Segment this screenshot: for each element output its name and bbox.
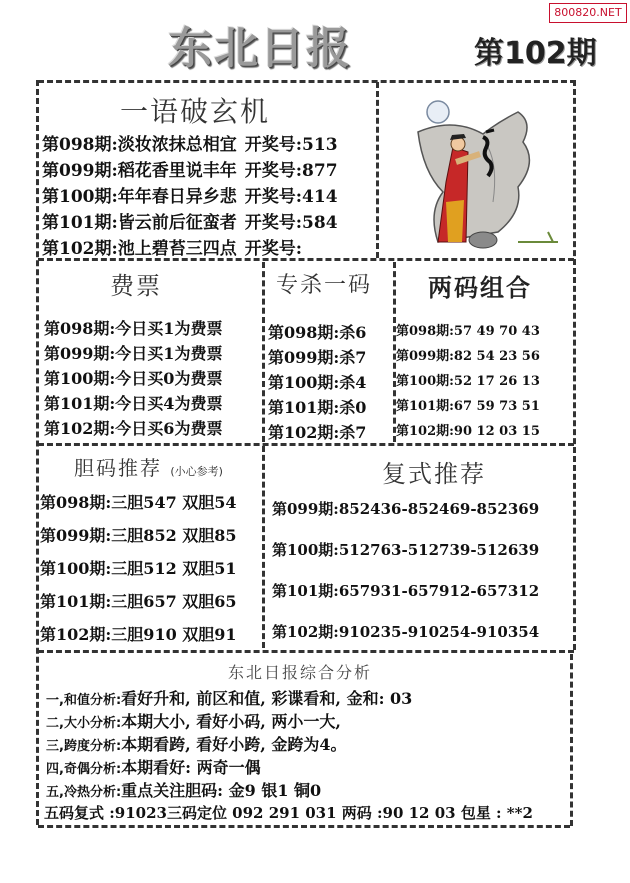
- scholar-illustration: [398, 92, 568, 252]
- liangma-title: 两码组合: [428, 274, 532, 302]
- riddle-kj-label: 开奖号:: [244, 135, 303, 155]
- riddle-period: 第098期:: [42, 135, 118, 155]
- feipiao-title: 费票: [110, 272, 162, 300]
- riddle-verse: 皆云前后征蛮者: [117, 213, 237, 233]
- analysis-row: [46, 755, 261, 778]
- riddle-kj-value: 584: [302, 213, 338, 233]
- liangma-row: 第102期:90 12 03 15: [396, 424, 540, 439]
- fushi-row: 第101期:657931-657912-657312: [272, 582, 540, 600]
- liangma-row: 第100期:52 17 26 13: [396, 374, 540, 389]
- fushi-row: 第102期:910235-910254-910354: [272, 623, 540, 641]
- fushi-title: 复式推荐: [382, 460, 486, 488]
- danma-row: 第099期:三胆852 双胆85: [40, 526, 237, 545]
- riddle-kj-value: 877: [302, 161, 338, 181]
- riddle-kj-value: 414: [302, 187, 338, 207]
- riddle-verse: 淡妆浓抹总相宜: [117, 135, 237, 155]
- danma-row: 第100期:三胆512 双胆51: [40, 559, 237, 578]
- riddle-verse: 稻花香里说丰年: [117, 161, 237, 181]
- analysis-text: 本期看好: 两奇一偶: [121, 758, 261, 777]
- zhuansha-row: 第099期:杀7: [268, 348, 367, 367]
- riddle-kj-label: 开奖号:: [244, 187, 303, 207]
- riddle-verse: 池上碧苔三四点: [117, 239, 237, 259]
- riddle-row: [42, 156, 338, 181]
- zhuansha-row: 第101期:杀0: [268, 398, 367, 417]
- mid-divider-a: [262, 262, 265, 442]
- analysis-text: 看好升和, 前区和值, 彩谍看和, 金和: 03: [121, 689, 413, 708]
- analysis-row: [46, 732, 347, 755]
- divider-2: [38, 443, 574, 446]
- riddle-kj-value: 513: [302, 135, 338, 155]
- frame-right: [573, 80, 576, 650]
- feipiao-row: 第102期:今日买6为费票: [44, 419, 223, 438]
- fushi-row: 第100期:512763-512739-512639: [272, 541, 540, 559]
- riddle-kj-label: 开奖号:: [244, 213, 303, 233]
- analysis-tag: 二,大小分析:: [46, 716, 122, 731]
- riddle-row: [42, 234, 302, 259]
- analysis-text: 本期看跨, 看好小跨, 金跨为4。: [121, 735, 347, 754]
- analysis-tag: 五,冷热分析:: [46, 785, 122, 800]
- liangma-row: 第101期:67 59 73 51: [396, 399, 540, 414]
- frame-left: [36, 80, 39, 825]
- feipiao-row: 第099期:今日买1为费票: [44, 344, 223, 363]
- analysis-row: [46, 686, 412, 709]
- danma-row: 第098期:三胆547 双胆54: [40, 493, 237, 512]
- divider-3: [38, 650, 574, 653]
- danma-note: (小心参考): [170, 465, 223, 478]
- site-watermark: 800820.NET: [549, 3, 627, 23]
- danma-row: 第102期:三胆910 双胆91: [40, 625, 237, 644]
- issue-number: 第102期: [474, 36, 597, 71]
- riddle-verse: 年年春日异乡悲: [117, 187, 237, 207]
- analysis-row: [46, 709, 341, 732]
- frame-bottom: [38, 825, 570, 828]
- feipiao-row: 第101期:今日买4为费票: [44, 394, 223, 413]
- mid-divider-c: [262, 446, 265, 648]
- zhuansha-row: 第100期:杀4: [268, 373, 367, 392]
- analysis-text: 重点关注胆码: 金9 银1 铜0: [121, 781, 322, 800]
- riddle-row: [42, 130, 338, 155]
- masthead-title: 东北日报: [168, 23, 352, 74]
- analysis-title: 东北日报综合分析: [228, 663, 373, 682]
- riddle-period: 第100期:: [42, 187, 118, 207]
- riddle-row: [42, 182, 338, 207]
- riddle-period: 第101期:: [42, 213, 118, 233]
- frame-top: [38, 80, 576, 83]
- analysis-text: 本期大小, 看好小码, 两小一大,: [121, 712, 341, 731]
- riddle-kj-label: 开奖号:: [244, 161, 303, 181]
- riddle-title: 一语破玄机: [120, 95, 271, 128]
- riddle-row: [42, 208, 338, 233]
- riddle-image-divider: [376, 82, 379, 258]
- fushi-row: 第099期:852436-852469-852369: [272, 500, 540, 518]
- analysis-footer: 五码复式 :91023三码定位 092 291 031 两码 :90 12 03 包星 : **2: [44, 804, 533, 822]
- riddle-period: 第102期:: [42, 239, 118, 259]
- liangma-row: 第099期:82 54 23 56: [396, 349, 540, 364]
- analysis-tag: 四,奇偶分析:: [46, 762, 122, 777]
- zhuansha-row: 第102期:杀7: [268, 423, 367, 442]
- zhuansha-row: 第098期:杀6: [268, 323, 367, 342]
- feipiao-row: 第098期:今日买1为费票: [44, 319, 223, 338]
- frame-right-lower: [570, 654, 573, 826]
- liangma-row: 第098期:57 49 70 43: [396, 324, 540, 339]
- danma-title: [74, 452, 223, 481]
- zhuansha-title: 专杀一码: [276, 273, 373, 298]
- danma-title-text: 胆码推荐: [74, 456, 162, 480]
- moon-icon: [427, 101, 449, 123]
- riddle-kj-label: 开奖号:: [244, 239, 303, 259]
- analysis-tag: 一,和值分析:: [46, 693, 122, 708]
- analysis-row: [46, 778, 321, 801]
- riddle-period: 第099期:: [42, 161, 118, 181]
- analysis-tag: 三,跨度分析:: [46, 739, 122, 754]
- danma-row: 第101期:三胆657 双胆65: [40, 592, 237, 611]
- feipiao-row: 第100期:今日买0为费票: [44, 369, 223, 388]
